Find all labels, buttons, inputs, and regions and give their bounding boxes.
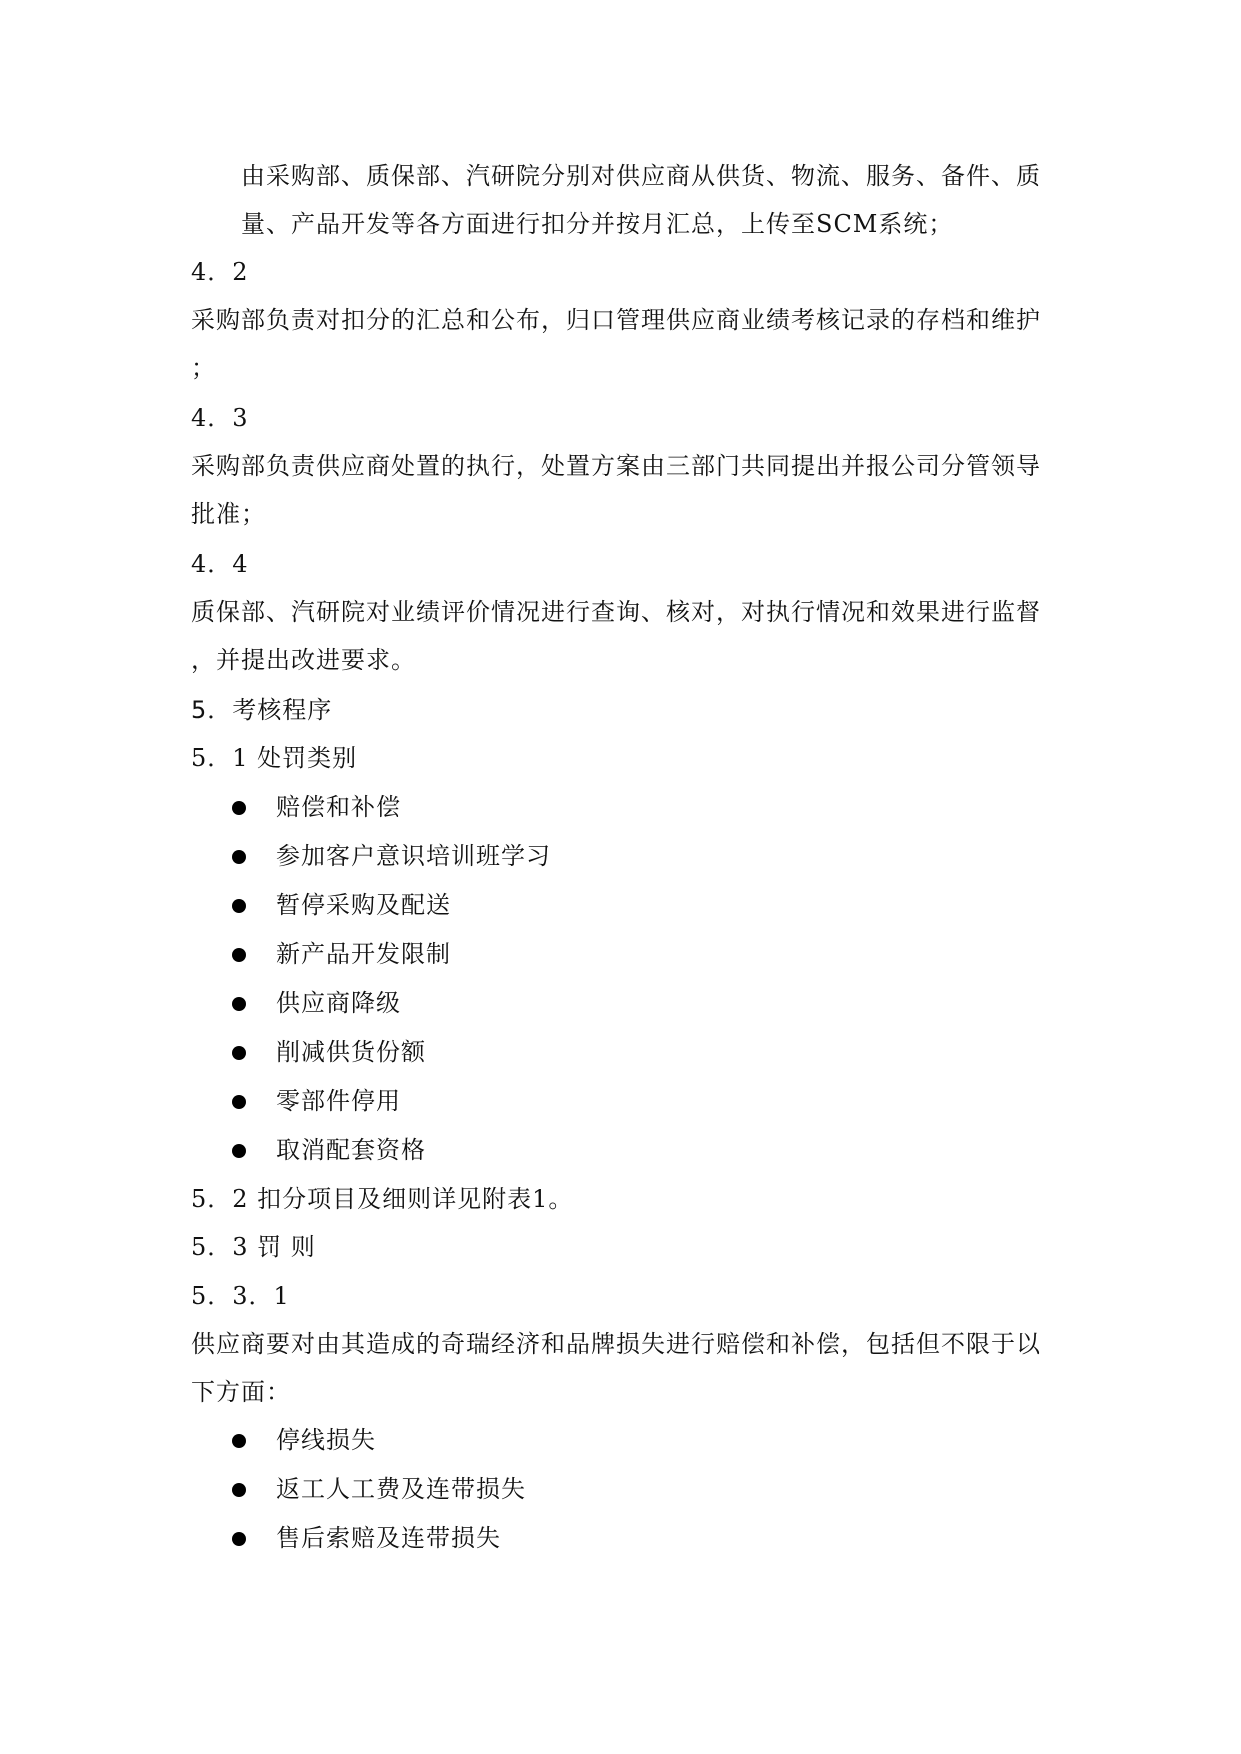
penalty-item: 取消配套资格: [276, 1136, 426, 1164]
section-4-2-line-1: 采购部负责对扣分的汇总和公布，归口管理供应商业绩考核记录的存档和维护: [191, 306, 1041, 334]
bullet-dot: [232, 850, 246, 864]
intro-line-1: 由采购部、质保部、汽研院分别对供应商从供货、物流、服务、备件、质: [241, 162, 1041, 190]
loss-item: 售后索赔及连带损失: [276, 1524, 501, 1552]
penalty-item: 新产品开发限制: [276, 940, 451, 968]
section-4-3-number: 4．3: [191, 404, 249, 432]
loss-item: 停线损失: [276, 1426, 376, 1454]
bullet-dot: [232, 1095, 246, 1109]
bullet-dot: [232, 1046, 246, 1060]
penalty-item: 削减供货份额: [276, 1038, 426, 1066]
section-5-heading: 5．考核程序: [191, 696, 333, 724]
bullet-dot: [232, 1483, 246, 1497]
section-5-3-1-number: 5．3．1: [191, 1282, 290, 1310]
bullet-dot: [232, 899, 246, 913]
bullet-dot: [232, 948, 246, 962]
section-4-3-line-1: 采购部负责供应商处置的执行，处置方案由三部门共同提出并报公司分管领导: [191, 452, 1041, 480]
section-5-3-heading: 5．3 罚 则: [191, 1233, 316, 1261]
penalty-item: 参加客户意识培训班学习: [276, 842, 551, 870]
section-4-2-line-2: ；: [191, 354, 216, 382]
section-5-2-text: 5．2 扣分项目及细则详见附表1。: [191, 1185, 574, 1213]
section-4-4-line-1: 质保部、汽研院对业绩评价情况进行查询、核对，对执行情况和效果进行监督: [191, 598, 1041, 626]
section-5-3-1-line-2: 下方面：: [191, 1378, 291, 1406]
section-4-4-number: 4．4: [191, 550, 249, 578]
section-4-2-number: 4．2: [191, 258, 249, 286]
section-4-4-line-2: ，并提出改进要求。: [191, 646, 416, 674]
penalty-item: 赔偿和补偿: [276, 793, 401, 821]
penalty-item: 供应商降级: [276, 989, 401, 1017]
bullet-dot: [232, 1532, 246, 1546]
section-5-1-heading: 5．1 处罚类别: [191, 744, 358, 772]
bullet-dot: [232, 1434, 246, 1448]
bullet-dot: [232, 1144, 246, 1158]
penalty-item: 暂停采购及配送: [276, 891, 451, 919]
penalty-item: 零部件停用: [276, 1087, 401, 1115]
bullet-dot: [232, 801, 246, 815]
section-4-3-line-2: 批准；: [191, 500, 266, 528]
intro-line-2: 量、产品开发等各方面进行扣分并按月汇总，上传至SCM系统；: [241, 210, 954, 238]
bullet-dot: [232, 997, 246, 1011]
section-5-3-1-line-1: 供应商要对由其造成的奇瑞经济和品牌损失进行赔偿和补偿，包括但不限于以: [191, 1330, 1041, 1358]
loss-item: 返工人工费及连带损失: [276, 1475, 526, 1503]
